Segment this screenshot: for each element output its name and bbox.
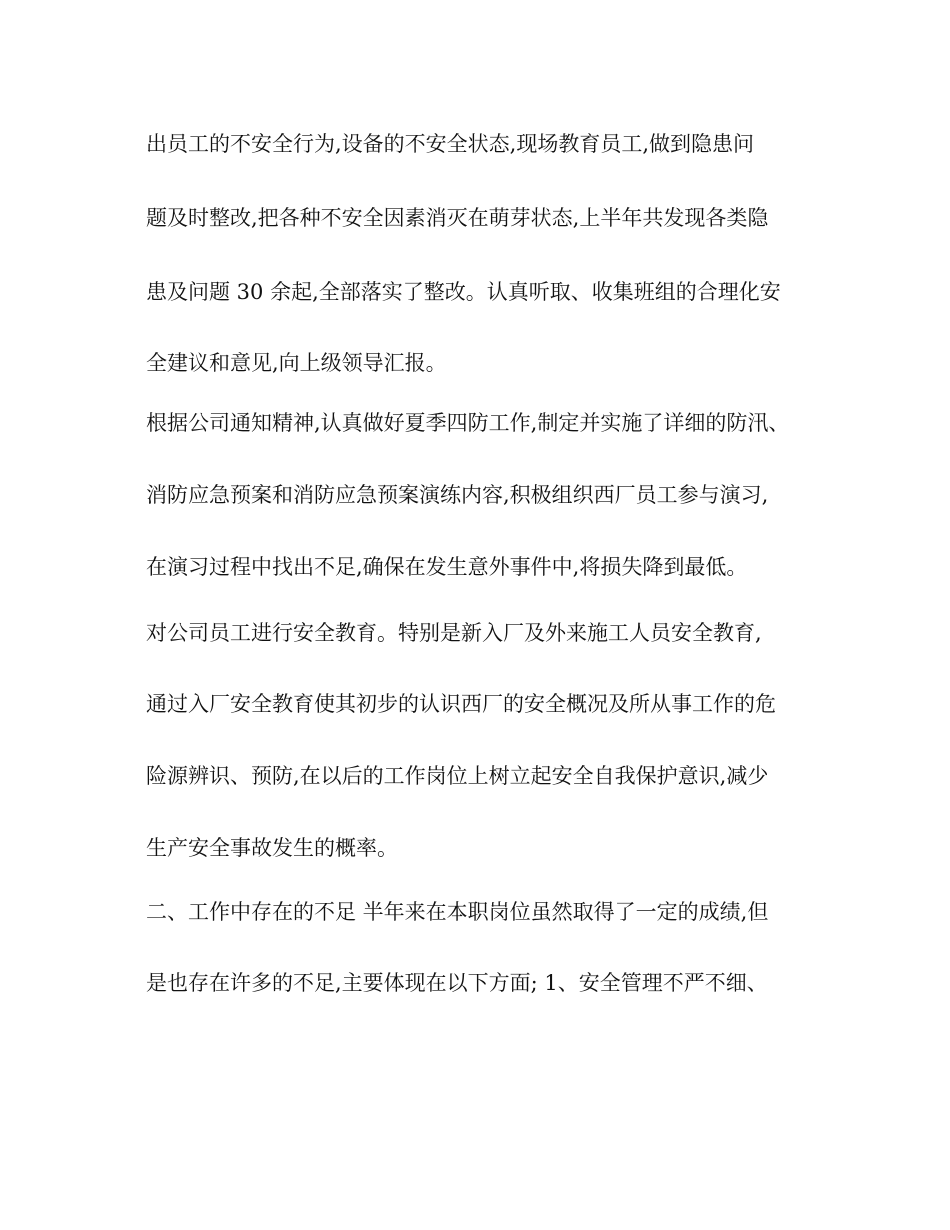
text-line: 险源辨识、预防,在以后的工作岗位上树立起安全自我保护意识,减少 [146, 764, 769, 788]
text-line: 消防应急预案和消防应急预案演练内容,积极组织西厂员工参与演习, [146, 483, 769, 507]
text-line: 根据公司通知精神,认真做好夏季四防工作,制定并实施了详细的防汛、 [146, 411, 790, 435]
text-line: 出员工的不安全行为,设备的不安全状态,现场教育员工,做到隐患问 [146, 132, 755, 156]
text-line: 题及时整改,把各种不安全因素消灭在萌芽状态,上半年共发现各类隐 [146, 206, 769, 230]
text-line: 全建议和意见,向上级领导汇报。 [146, 351, 447, 375]
text-line: 在演习过程中找出不足,确保在发生意外事件中,将损失降到最低。 [146, 555, 748, 579]
text-line: 对公司员工进行安全教育。特别是新入厂及外来施工人员安全教育, [146, 621, 762, 645]
text-line: 是也存在许多的不足,主要体现在以下方面; 1、安全管理不严不细、 [146, 971, 768, 995]
text-line: 通过入厂安全教育使其初步的认识西厂的安全概况及所从事工作的危 [146, 692, 776, 716]
text-line: 患及问题 30 余起,全部落实了整改。认真听取、收集班组的合理化安 [146, 280, 781, 304]
text-line: 二、工作中存在的不足 半年来在本职岗位虽然取得了一定的成绩,但 [146, 900, 769, 924]
text-line: 生产安全事故发生的概率。 [146, 836, 398, 860]
